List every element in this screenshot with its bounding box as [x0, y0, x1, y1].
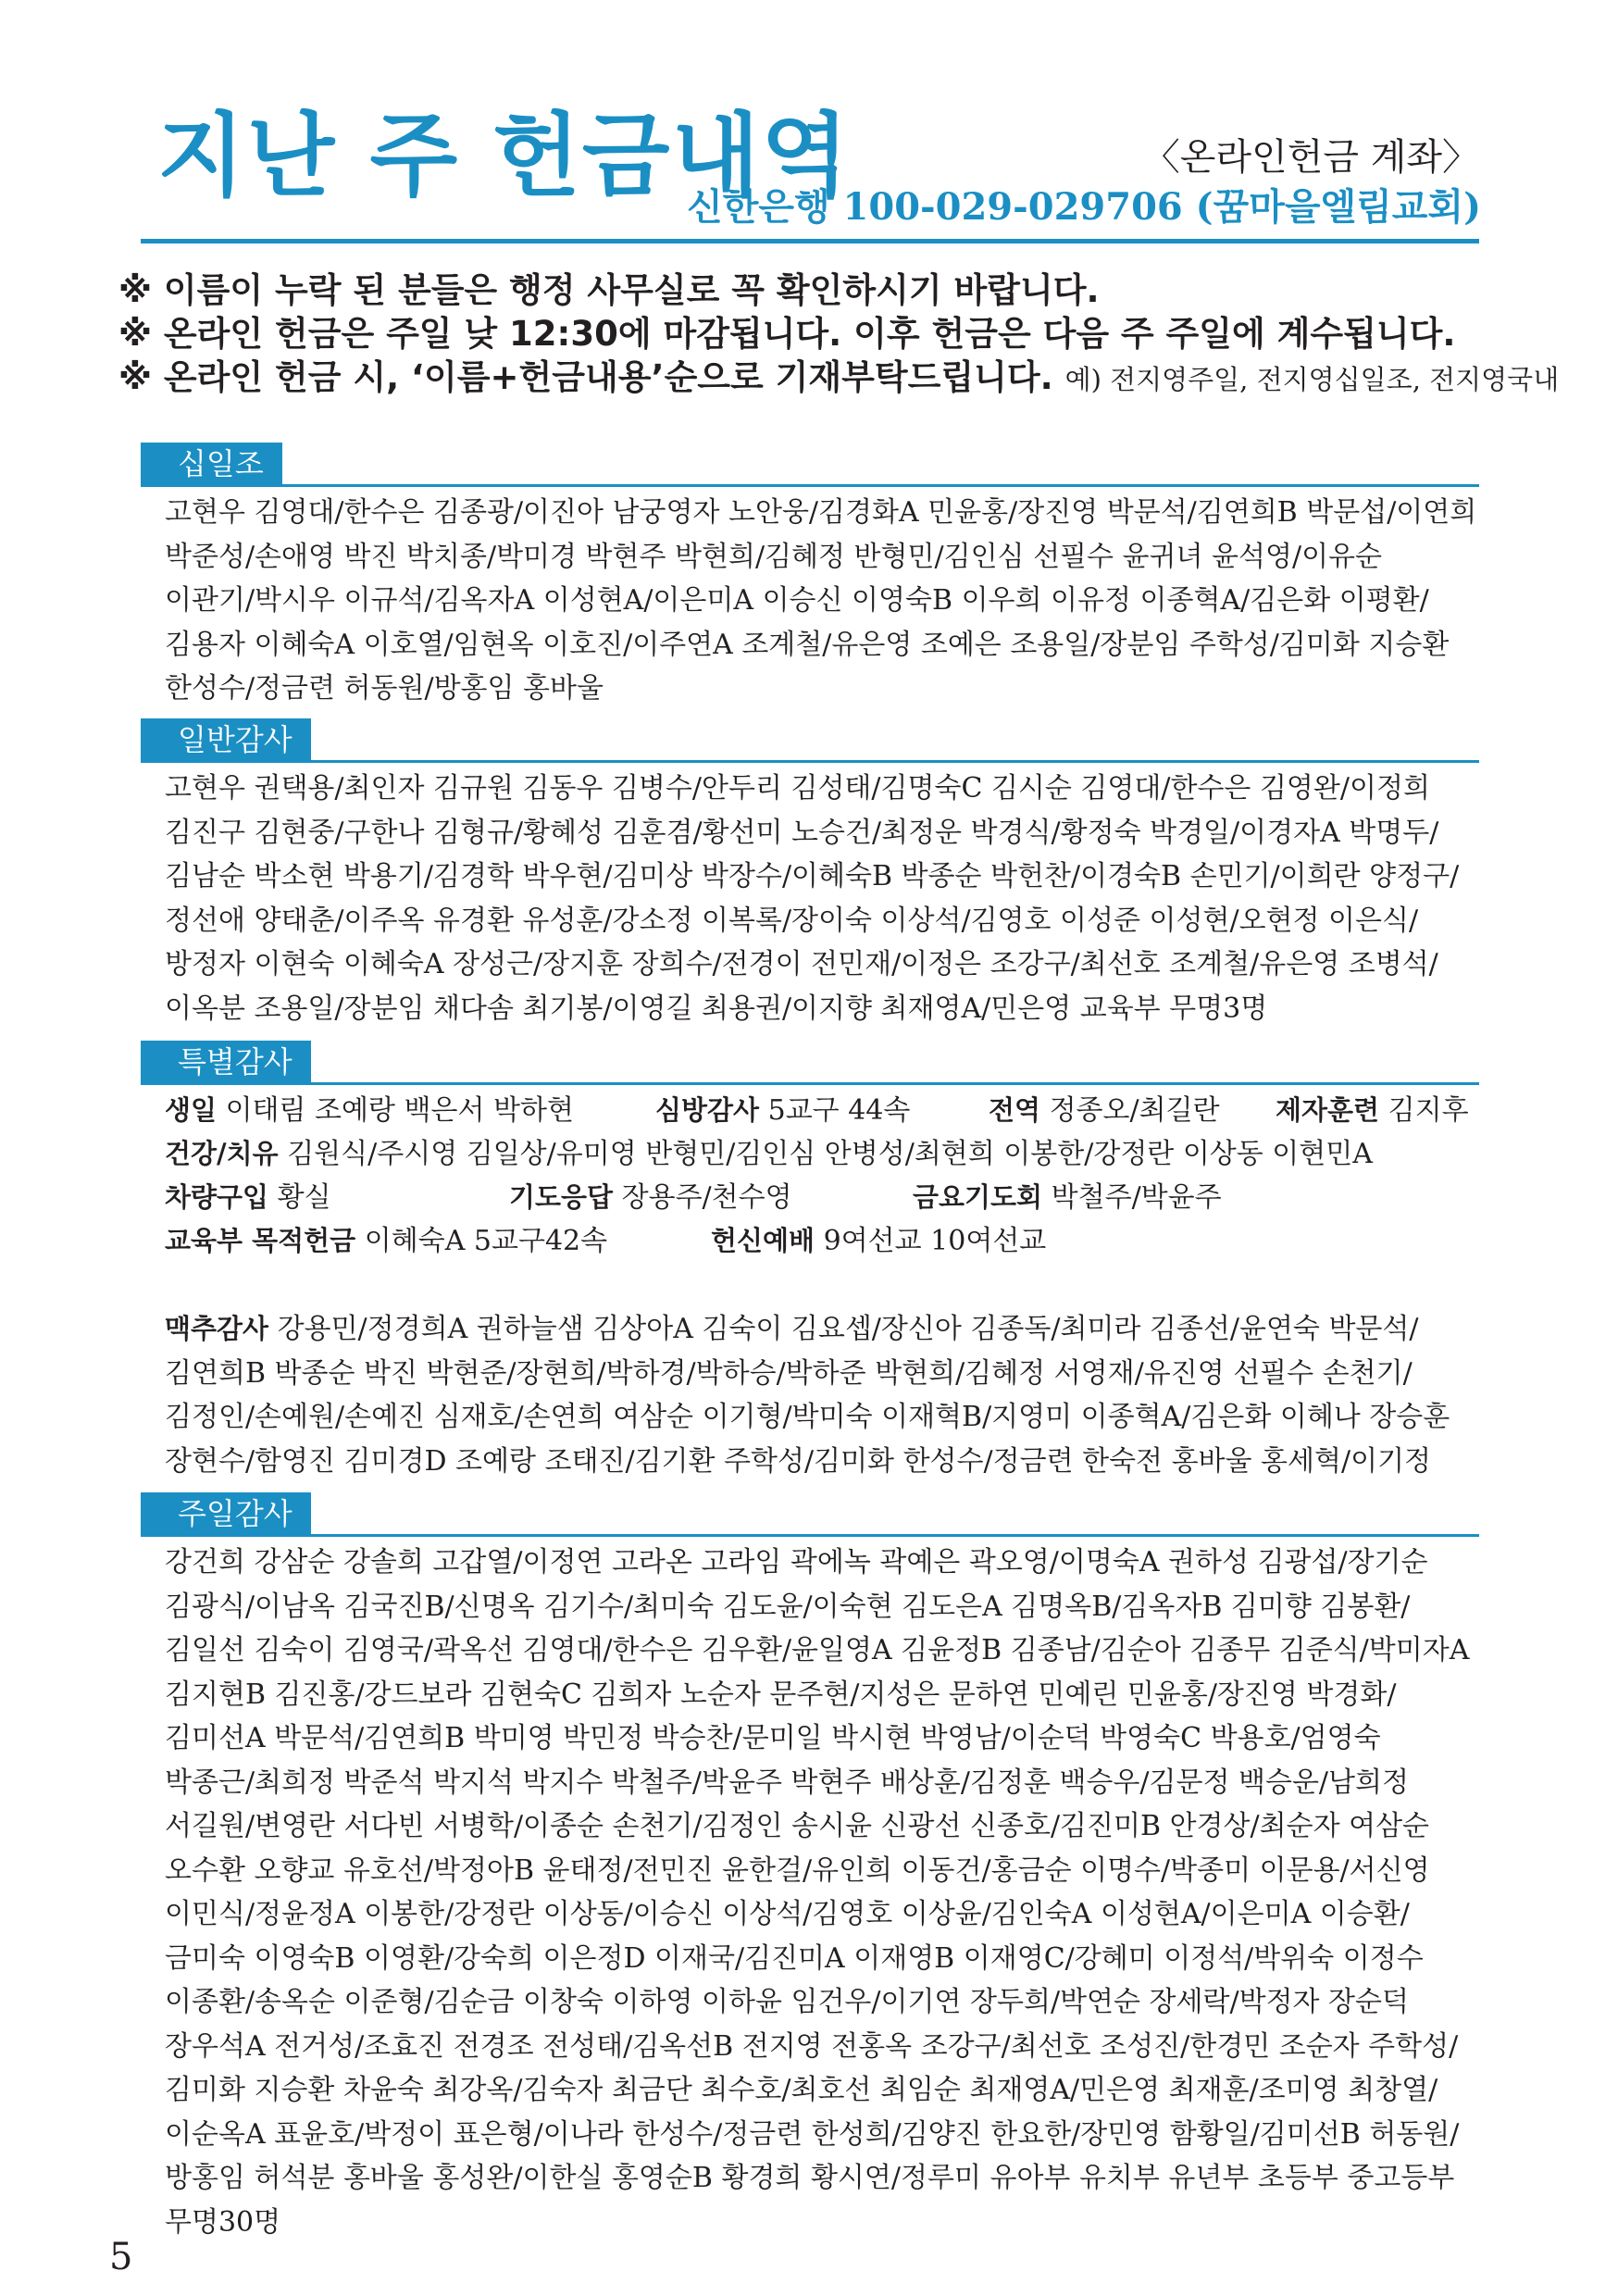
- special-item-birthday: 생일 이태림 조예랑 백은서 박하현: [165, 1094, 574, 1127]
- special-item-education: 교육부 목적헌금 이혜숙A 5교구42속: [165, 1225, 608, 1257]
- section-general-thanks: [141, 718, 1479, 1030]
- section-special-thanks: [141, 1041, 1479, 1483]
- notice-item: ※ 온라인 헌금은 주일 낮 12:30에 마감됩니다. 이후 헌금은 다음 주 주일에 계수됩니다.: [118, 314, 1456, 354]
- special-item-visitation: 심방감사 5교구 44속: [655, 1094, 911, 1127]
- special-item-dedication: 헌신예배 9여선교 10여선교: [711, 1225, 1047, 1257]
- section-rule: [141, 484, 1479, 487]
- account-info: 신한은행 100-029-029706 (꿈마을엘림교회): [687, 185, 1481, 229]
- notice-item: ※ 이름이 누락 된 분들은 행정 사무실로 꼭 확인하시기 바랍니다.: [118, 270, 1100, 310]
- section-header: [141, 1492, 1479, 1537]
- notice-list: [118, 268, 1560, 402]
- section-sunday-thanks: [141, 1492, 1479, 2244]
- special-row: [165, 1176, 1479, 1219]
- header-divider: [141, 239, 1479, 243]
- section-rule: [141, 760, 1479, 763]
- section-tithe: [141, 443, 1479, 711]
- name-list: 강건희 강삼순 강솔희 고갑열/이정연 고라온 고라임 곽에녹 곽예은 곽오영/이명숙A 권하성 김광섭/장기순 김광식/이남옥 김국진B/신명옥 김기수/최미숙 김도윤/이숙현 김도은A 김명옥B/김옥자B 김미향 김봉환/김일선 김숙이 김영국/곽옥선 김영대/한수은 김우환/윤일영A 김윤정B 김종남/김순아 김종무 김준식/박미자A 김지현B 김진홍/강드보라 김현숙C 김희자 노순자 문주현/지성은 문하연 민예린 민윤홍/장진영 박경화/김미선A 박문석/김연희B 박미영 박민정 박승찬/문미일 박시현 박영남/이순덕 박영숙C 박용호/엄영숙 박종근/최희정 박준석 박지석 박지수 박철주/박윤주 박현주 배상훈/김정훈 백승우/김문정 백승운/남희정 서길원/변영란 서다빈 서병학/이종순 손천기/김정인 송시윤 신광선 신종호/김진미B 안경상/최순자 여삼순 오수환 오향교 유호선/박정아B 윤태정/전민진 윤한걸/유인희 이동건/홍금순 이명수/박종미 이문용/서신영 이민식/정윤정A 이봉한/강정란 이상동/이승신 이상석/김영호 이상윤/김인숙A 이성현A/이은미A 이승환/금미숙 이영숙B 이영환/강숙희 이은정D 이재국/김진미A 이재영B 이재영C/강혜미 이정석/박위숙 이정수 이종환/송옥순 이준형/김순금 이창숙 이하영 이하윤 임건우/이기연 장두희/박연순 장세락/박정자 장순덕 장우석A 전거성/조효진 전경조 전성태/김옥선B 전지영 전홍옥 조강구/최선호 조성진/한경민 조순자 주학성/김미화 지승환 차윤숙 최강옥/김숙자 최금단 최수호/최호선 최임순 최재영A/민은영 최재훈/조미영 최창열/이순옥A 표윤호/박정이 표은형/이나라 한성수/정금련 한성희/김양진 한요한/장민영 함황일/김미선B 허동원/방홍임 허석분 홍바울 홍성완/이한실 홍영순B 황경희 황시연/정루미 유아부 유치부 유년부 초등부 중고등부 무명30명: [165, 1546, 1470, 2239]
- special-item-discipleship: 제자훈련 김지후: [1276, 1094, 1469, 1127]
- section-header: [141, 443, 1479, 487]
- special-item-friday-prayer: 금요기도회 박철주/박윤주: [913, 1181, 1222, 1214]
- wheat-harvest-label: 맥추감사: [165, 1313, 269, 1344]
- special-item-prayer: 기도응답 장용주/천수영: [509, 1181, 792, 1214]
- section-rule: [141, 1534, 1479, 1537]
- special-row: [165, 1089, 1479, 1132]
- name-list: 고현우 권택용/최인자 김규원 김동우 김병수/안두리 김성태/김명숙C 김시순 김영대/한수은 김영완/이정희 김진구 김현중/구한나 김형규/황혜성 김훈겸/황선미 노승건/최정운 박경식/황정숙 박경일/이경자A 박명두/김남순 박소현 박용기/김경학 박우현/김미상 박장수/이혜숙B 박종순 박헌찬/이경숙B 손민기/이희란 양정구/정선애 양태춘/이주옥 유경환 유성훈/강소정 이복록/장이숙 이상석/김영호 이성준 이성현/오현정 이은식/방정자 이현숙 이혜숙A 장성근/장지훈 장희수/전경이 전민재/이정은 조강구/최선호 조계철/유은영 조병석/이옥분 조용일/장분임 채다솜 최기봉/이영길 최용권/이지향 최재영A/민은영 교육부 무명3명: [165, 772, 1460, 1025]
- page-title: 지난 주 헌금내역: [157, 104, 851, 209]
- section-title: 십일조: [141, 443, 282, 485]
- special-item-health: 건강/치유 김원식/주시영 김일상/유미영 반형민/김인심 안병성/최현희 이봉한/강정란 이상동 이현민A: [165, 1138, 1373, 1170]
- name-list: 고현우 김영대/한수은 김종광/이진아 남궁영자 노안웅/김경화A 민윤홍/장진영 박문석/김연희B 박문섭/이연희 박준성/손애영 박진 박치종/박미경 박현주 박현희/김혜정 반형민/김인심 선필수 윤귀녀 윤석영/이유순 이관기/박시우 이규석/김옥자A 이성현A/이은미A 이승신 이영숙B 이우희 이유정 이종혁A/김은화 이평환/김용자 이혜숙A 이호열/임현옥 이호진/이주연A 조계철/유은영 조예은 조용일/장분임 주학성/김미화 지승환 한성수/정금련 허동원/방홍임 홍바울: [165, 496, 1477, 705]
- special-item-discharge: 전역 정종오/최길란: [989, 1094, 1220, 1127]
- section-header: [141, 1041, 1479, 1085]
- section-title: 일반감사: [141, 718, 311, 761]
- section-rule: [141, 1082, 1479, 1085]
- page-number: 5: [109, 2236, 133, 2278]
- account-label: 〈온라인헌금 계좌〉: [1142, 136, 1479, 179]
- section-title: 특별감사: [141, 1041, 311, 1083]
- wheat-harvest-list: 맥추감사 강용민/정경희A 권하늘샘 김상아A 김숙이 김요셉/장신아 김종독/최미라 김종선/윤연숙 박문석/김연희B 박종순 박진 박현준/장현희/박하경/박하승/박하준 박현희/김혜정 서영재/유진영 선필수 손천기/김정인/손예원/손예진 심재호/손연희 여삼순 이기형/박미숙 이재혁B/지영미 이종혁A/김은화 이혜나 장승훈 장현수/함영진 김미경D 조예랑 조태진/김기환 주학성/김미화 한성수/정금련 한숙전 홍바울 홍세혁/이기정: [165, 1313, 1450, 1478]
- section-header: [141, 718, 1479, 763]
- special-row: [165, 1219, 1479, 1263]
- special-item-vehicle: 차량구입 황실: [165, 1181, 331, 1214]
- notice-example: 예) 전지영주일, 전지영십일조, 전지영국내: [1064, 364, 1560, 395]
- notice-item: ※ 온라인 헌금 시, ‘이름+헌금내용’순으로 기재부탁드립니다. 예) 전지영주일, 전지영십일조, 전지영국내: [118, 357, 1560, 397]
- section-title: 주일감사: [141, 1492, 311, 1535]
- special-row: [165, 1132, 1479, 1176]
